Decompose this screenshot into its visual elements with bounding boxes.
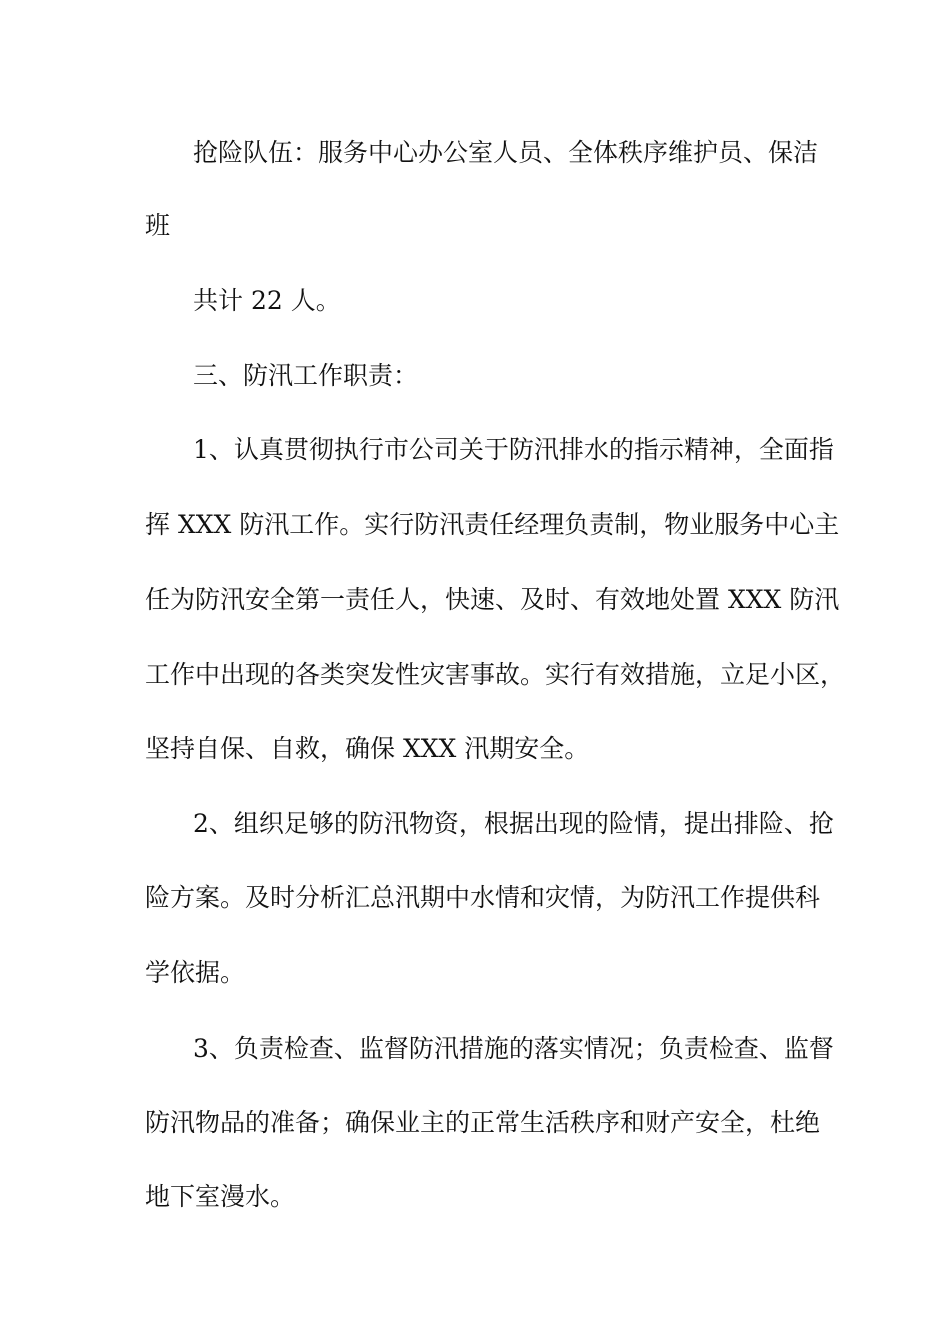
section-heading: 三、防汛工作职责： bbox=[193, 361, 419, 390]
duty-1-line-1: 1、认真贯彻执行市公司关于防汛排水的指示精神，全面指 bbox=[193, 435, 834, 464]
duty-1-line-4: 工作中出现的各类突发性灾害事故。实行有效措施，立足小区， bbox=[145, 660, 846, 689]
duty-1-line-5: 坚持自保、自救，确保 XXX 汛期安全。 bbox=[145, 734, 590, 763]
duty-3-line-3: 地下室漫水。 bbox=[145, 1182, 296, 1211]
duty-2-line-3: 学依据。 bbox=[145, 958, 246, 987]
team-total: 共计 22 人。 bbox=[193, 286, 341, 315]
team-line: 抢险队伍：服务中心办公室人员、全体秩序维护员、保洁 bbox=[193, 138, 819, 167]
duty-2-line-2: 险方案。及时分析汇总汛期中水情和灾情，为防汛工作提供科 bbox=[145, 883, 821, 912]
duty-3-line-1: 3、负责检查、监督防汛措施的落实情况；负责检查、监督 bbox=[193, 1034, 834, 1063]
duty-2-line-1: 2、组织足够的防汛物资，根据出现的险情，提出排险、抢 bbox=[193, 809, 834, 838]
duty-1-line-3: 任为防汛安全第一责任人，快速、及时、有效地处置 XXX 防汛 bbox=[145, 585, 840, 614]
team-line-continued: 班 bbox=[145, 211, 171, 240]
duty-1-line-2: 挥 XXX 防汛工作。实行防汛责任经理负责制，物业服务中心主 bbox=[145, 510, 840, 539]
duty-3-line-2: 防汛物品的准备；确保业主的正常生活秩序和财产安全，杜绝 bbox=[145, 1108, 821, 1137]
